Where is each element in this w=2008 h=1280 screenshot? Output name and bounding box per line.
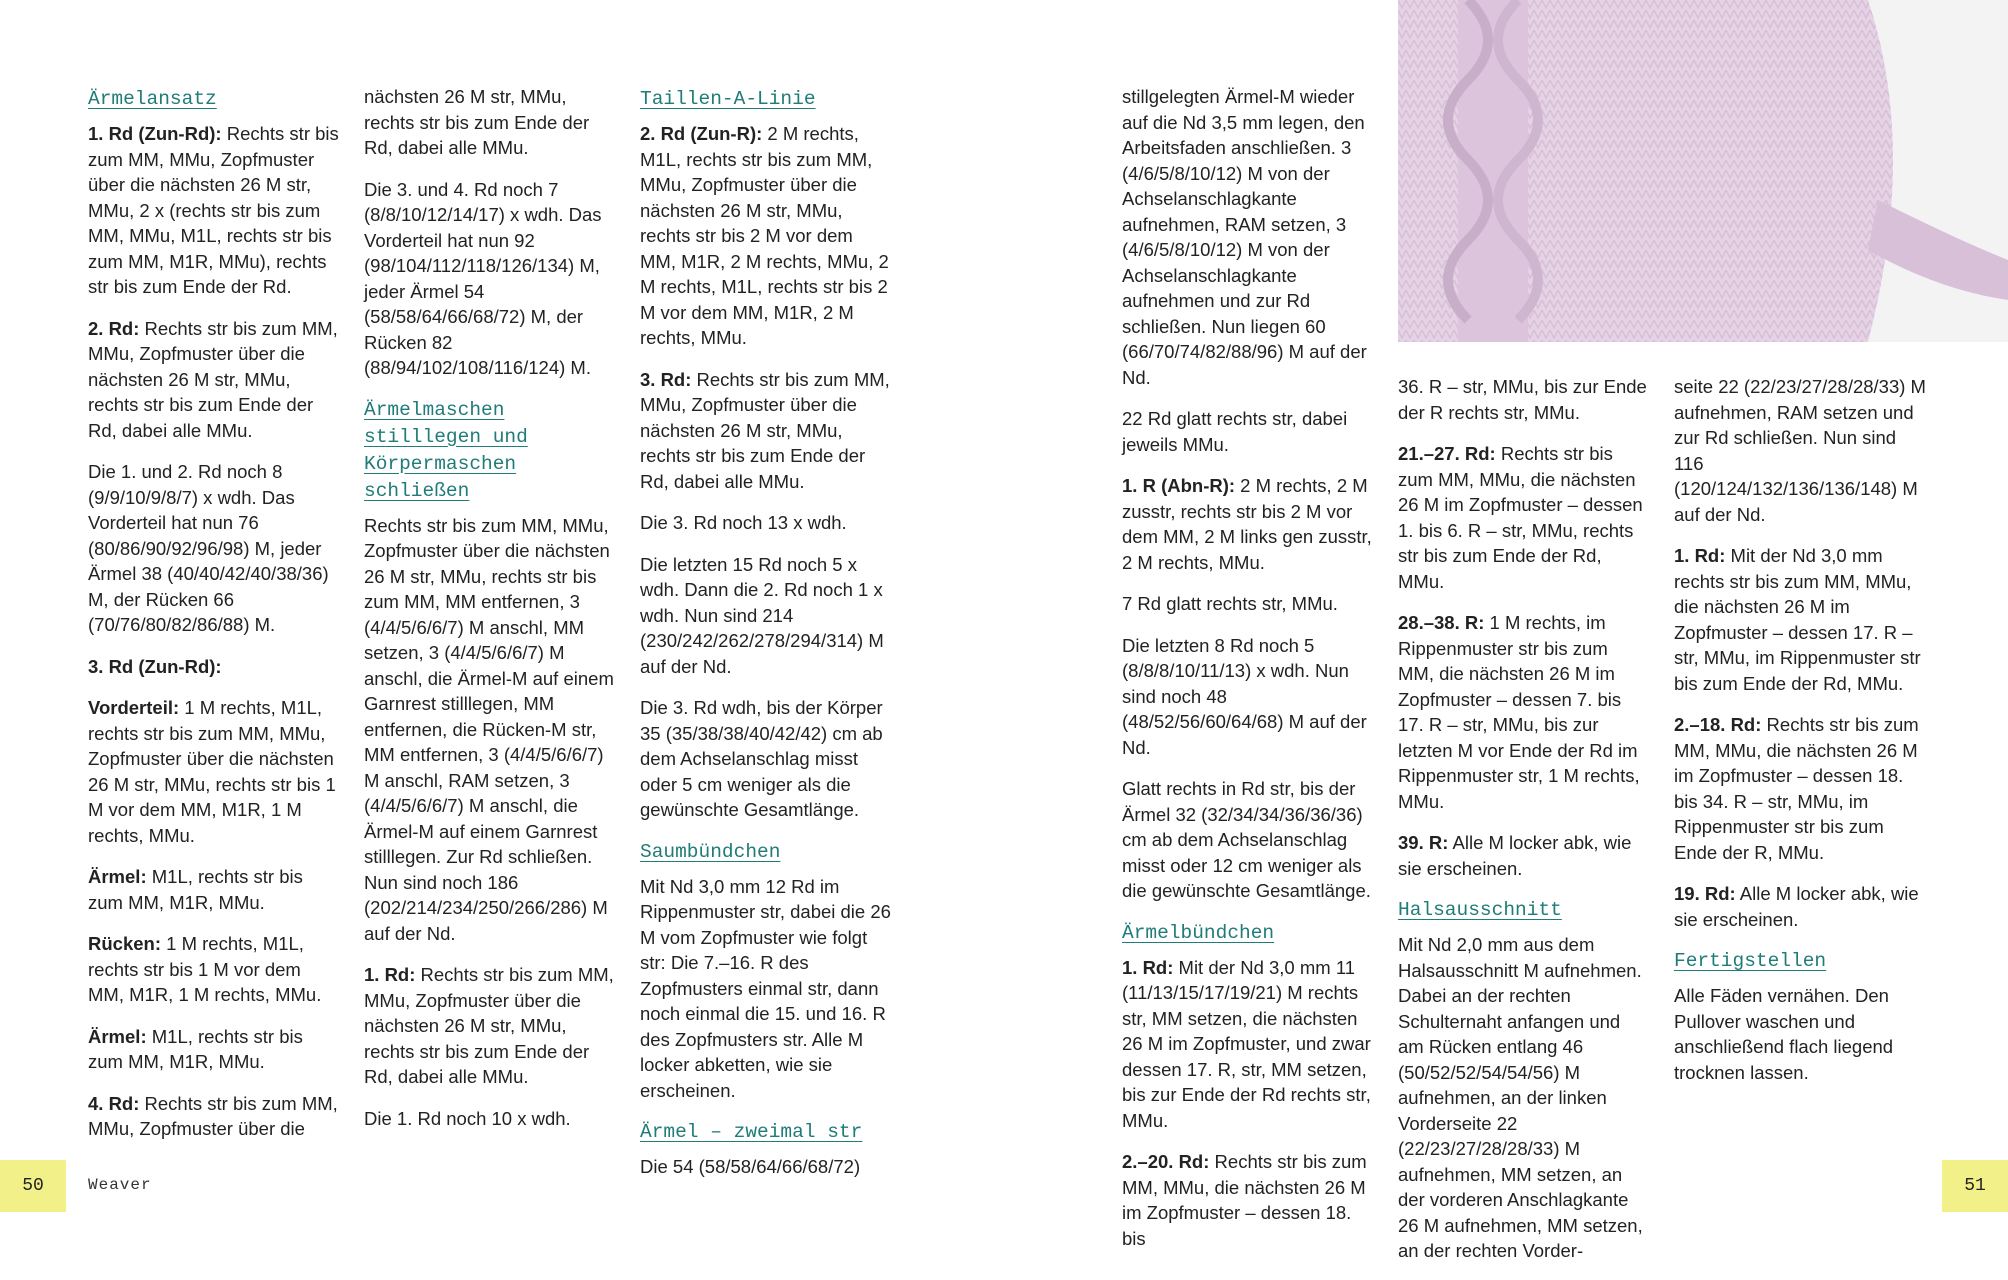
instruction-paragraph xyxy=(1398,610,1648,814)
instruction-paragraph xyxy=(1674,543,1930,696)
step-label: Vorderteil: xyxy=(88,697,180,718)
section-heading: Halsausschnitt xyxy=(1398,899,1562,921)
step-label: 1. Rd: xyxy=(1674,545,1726,566)
step-label: Ärmel: xyxy=(88,866,147,887)
step-label: 28.–38. R: xyxy=(1398,612,1485,633)
step-text: stillgelegten Ärmel-M wieder auf die Nd 3,5 mm legen, den Arbeitsfaden anschließen. 3 (4/6/5/8/10/12) M von der Achselanschlagkante aufnehmen, RAM setzen, 3 (4/6/5/8/10/12) M von der Achselanschlagkante aufnehmen und zur Rd schließen. Nun liegen 60 (66/70/74/82/88/96) M auf der Nd. xyxy=(1122,86,1367,388)
instruction-paragraph xyxy=(1122,84,1372,390)
instruction-paragraph xyxy=(88,316,340,444)
step-text: 7 Rd glatt rechts str, MMu. xyxy=(1122,593,1338,614)
instruction-paragraph xyxy=(88,459,340,638)
step-text: M1L, rechts str bis zum MM, M1R, MMu. xyxy=(88,866,303,913)
instruction-paragraph xyxy=(1122,473,1372,575)
step-text: seite 22 (22/23/27/28/28/33) M aufnehmen, RAM setzen und zur Rd schließen. Nun sind 116 (120/124/132/136/136/148) M auf der Nd. xyxy=(1674,376,1926,525)
step-label: 1. Rd: xyxy=(1122,956,1174,978)
step-text: Mit Nd 3,0 mm 12 Rd im Rippenmuster str, dabei die 26 M vom Zopfmuster wie folgt str: Die 7.–16. R des Zopfmusters einmal str, dann noch einmal die 15. und 16. R des Zopfmusters str. Alle M locker abketten, wie sie erscheinen. xyxy=(640,875,891,1101)
instruction-paragraph xyxy=(88,931,340,1008)
instruction-paragraph xyxy=(640,695,892,823)
instruction-paragraph xyxy=(640,1154,892,1180)
step-text: nächsten 26 M str, MMu, rechts str bis zum Ende der Rd, dabei alle MMu. xyxy=(364,86,590,158)
instruction-paragraph xyxy=(1122,591,1372,617)
instruction-paragraph xyxy=(364,1106,616,1132)
step-text: M1L, rechts str bis zum MM, M1R, MMu. xyxy=(88,1025,303,1072)
step-text: Rechts str bis zum MM, MMu, Zopfmuster über die nächsten 26 M str, MMu, rechts str bis zum Ende der Rd, dabei alle MMu. xyxy=(88,317,338,441)
instruction-paragraph xyxy=(1398,932,1648,1264)
step-text: Die 3. Rd wdh, bis der Körper 35 (35/38/38/40/42/42) cm ab dem Achselanschlag misst oder 5 cm weniger als die gewünschte Gesamtlänge. xyxy=(640,697,883,820)
section-heading: Taillen-A-Linie xyxy=(640,88,816,110)
instruction-paragraph xyxy=(640,510,892,536)
instruction-paragraph xyxy=(1122,1149,1372,1251)
step-label: 2. Rd: xyxy=(88,317,140,339)
step-text: Mit der Nd 3,0 mm 11 (11/13/15/17/19/21) M rechts str, MM setzen, die nächsten 26 M im Zopfmuster, und zwar dessen 17. R, str, MM setzen, bis zur Ende der Rd rechts str, MMu. xyxy=(1122,956,1371,1131)
step-text: Rechts str bis zum MM, MMu, die nächsten 26 M im Zopfmuster – dessen 18. bis xyxy=(1122,1151,1367,1249)
step-label: 3. Rd: xyxy=(640,368,692,390)
instruction-paragraph xyxy=(640,552,892,680)
step-label: Rücken: xyxy=(88,933,161,954)
step-text: Die 3. Rd noch 13 x wdh. xyxy=(640,512,847,533)
instruction-paragraph xyxy=(640,367,892,495)
step-text: Die 54 (58/58/64/66/68/72) xyxy=(640,1156,861,1177)
step-text: Rechts str bis zum MM, MMu, die nächsten 26 M im Zopfmuster – dessen 18. bis 34. R – str, MMu, im Rippenmuster str bis zum Ende der R, MMu. xyxy=(1674,714,1919,863)
instruction-paragraph xyxy=(364,513,616,947)
instruction-paragraph xyxy=(1674,983,1930,1085)
instruction-paragraph xyxy=(640,121,892,351)
instruction-paragraph xyxy=(1674,374,1930,527)
step-text: 2 M rechts, M1L, rechts str bis zum MM, MMu, Zopfmuster über die nächsten 26 M str, MMu, rechts str bis 2 M vor dem MM, M1R, 2 M rechts, MMu, 2 M rechts, M1L, rechts str bis 2 M vor dem MM, M1R, 2 M rechts, MMu. xyxy=(640,123,889,348)
sweater-image xyxy=(1398,0,2008,342)
step-label: 2. Rd (Zun-R): xyxy=(640,123,763,144)
instruction-paragraph xyxy=(88,654,340,680)
instruction-paragraph xyxy=(88,1091,340,1142)
step-label: 19. Rd: xyxy=(1674,883,1736,904)
step-label: 3. Rd (Zun-Rd): xyxy=(88,655,222,677)
instruction-paragraph xyxy=(1674,881,1930,932)
text-column-5 xyxy=(1398,374,1648,1280)
step-text: 1 M rechts, M1L, rechts str bis zum MM, MMu, Zopfmuster über die nächsten 26 M str, MMu, rechts str bis 1 M vor dem MM, M1R, 1 M rechts, MMu. xyxy=(88,697,336,846)
instruction-paragraph xyxy=(88,695,340,848)
step-text: Alle Fäden vernähen. Den Pullover waschen und anschließend flach liegend trocknen lassen. xyxy=(1674,985,1894,1083)
text-column-6 xyxy=(1674,374,1930,1101)
step-label: 4. Rd: xyxy=(88,1092,140,1114)
step-label: 2.–18. Rd: xyxy=(1674,714,1762,735)
running-title: Weaver xyxy=(88,1176,152,1194)
instruction-paragraph xyxy=(1122,406,1372,457)
section-heading: Ärmelbündchen xyxy=(1122,921,1275,944)
instruction-paragraph xyxy=(1398,441,1648,594)
instruction-paragraph xyxy=(1398,830,1648,881)
instruction-paragraph xyxy=(640,874,892,1104)
step-text: Rechts str bis zum MM, MMu, Zopfmuster über die xyxy=(88,1092,338,1139)
section-heading: Ärmelmaschen stilllegen und Körpermaschen schließen xyxy=(364,398,528,502)
instruction-paragraph xyxy=(88,121,340,300)
step-text: Rechts str bis zum MM, MMu, Zopfmuster über die nächsten 26 M str, MMu, 2 x (rechts str bis zum MM, MMu, M1L, rechts str bis zum MM, M1R, MMu), rechts str bis zum Ende der Rd. xyxy=(88,123,339,297)
section-heading: Ärmel – zweimal str xyxy=(640,1121,863,1143)
instruction-paragraph xyxy=(1122,776,1372,904)
step-text: Rechts str bis zum MM, MMu, Zopfmuster über die nächsten 26 M str, MMu, rechts str bis zum Ende der Rd, dabei alle MMu. xyxy=(364,964,614,1087)
section-heading: Saumbündchen xyxy=(640,840,781,863)
instruction-paragraph xyxy=(364,84,616,161)
section-heading: Fertigstellen xyxy=(1674,950,1827,972)
step-label: 2.–20. Rd: xyxy=(1122,1151,1210,1172)
step-label: 1. Rd: xyxy=(364,964,416,985)
step-text: 22 Rd glatt rechts str, dabei jeweils MMu. xyxy=(1122,408,1348,455)
step-text: Rechts str bis zum MM, MMu, die nächsten 26 M im Zopfmuster – dessen 1. bis 6. R – str, MMu, rechts str bis zum Ende der Rd, MMu. xyxy=(1398,443,1643,592)
step-label: Ärmel: xyxy=(88,1025,147,1047)
step-label: 39. R: xyxy=(1398,832,1449,853)
step-text: Alle M locker abk, wie sie erscheinen. xyxy=(1398,832,1632,879)
step-text: Rechts str bis zum MM, MMu, Zopfmuster über die nächsten 26 M str, MMu, rechts str bis zum MM, MM entfernen, 3 (4/4/5/6/6/7) M anschl, MM setzen, 3 (4/4/5/6/6/7) M anschl, die Ärmel-M auf einem Garnrest stilllegen, MM entfernen, die Rücken-M str, MM entfernen, 3 (4/4/5/6/6/7) M anschl, RAM setzen, 3 (4/4/5/6/6/7) M anschl, die Ärmel-M auf einem Garnrest stilllegen. Zur Rd schließen. Nun sind noch 186 (202/214/234/250/266/286) M auf der Nd. xyxy=(364,514,614,944)
photo-sweater xyxy=(1398,0,2008,342)
text-column-4 xyxy=(1122,84,1372,1267)
step-text: Mit Nd 2,0 mm aus dem Halsausschnitt M aufnehmen. Dabei an der rechten Schulternaht anfangen und am Rücken entlang 46 (50/52/52/54/54/56) M aufnehmen, an der linken Vorderseite 22 (22/23/27/28/28/33) M aufnehmen, MM setzen, an der vorderen Anschlagkante 26 M aufnehmen, MM setzen, an der rechten Vorder- xyxy=(1398,934,1643,1261)
instruction-paragraph xyxy=(88,864,340,915)
step-text: 36. R – str, MMu, bis zur Ende der R rechts str, MMu. xyxy=(1398,376,1647,423)
step-text: Die letzten 15 Rd noch 5 x wdh. Dann die 2. Rd noch 1 x wdh. Nun sind 214 (230/242/262/278/294/314) M auf der Nd. xyxy=(640,553,884,677)
step-text: Rechts str bis zum MM, MMu, Zopfmuster über die nächsten 26 M str, MMu, rechts str bis zum Ende der Rd, dabei alle MMu. xyxy=(640,368,890,492)
step-label: 21.–27. Rd: xyxy=(1398,443,1496,464)
text-column-2 xyxy=(364,84,616,1147)
instruction-paragraph xyxy=(364,962,616,1090)
instruction-paragraph xyxy=(1122,955,1372,1134)
step-text: Die 3. und 4. Rd noch 7 (8/8/10/12/14/17) x wdh. Das Vorderteil hat nun 92 (98/104/112/118/126/134) M, jeder Ärmel 54 (58/58/64/66/68/72) M, der Rücken 82 (88/94/102/108/116/124) M. xyxy=(364,178,602,378)
step-text: Die letzten 8 Rd noch 5 (8/8/8/10/11/13) x wdh. Nun sind noch 48 (48/52/56/60/64/68) M auf der Nd. xyxy=(1122,634,1367,758)
page-number-right: 51 xyxy=(1942,1160,2008,1212)
step-text: Glatt rechts in Rd str, bis der Ärmel 32 (32/34/34/36/36/36) cm ab dem Achselanschlag misst oder 12 cm weniger als die gewünschte Gesamtlänge. xyxy=(1122,778,1371,901)
text-column-1 xyxy=(88,86,340,1158)
step-text: Mit der Nd 3,0 mm rechts str bis zum MM, MMu, die nächsten 26 M im Zopfmuster – dessen 17. R – str, MMu, im Rippenmuster str bis zum Ende der Rd, MMu. xyxy=(1674,545,1921,694)
step-label: 1. Rd (Zun-Rd): xyxy=(88,123,222,144)
instruction-paragraph xyxy=(1398,374,1648,425)
step-label: 1. R (Abn-R): xyxy=(1122,475,1236,496)
text-column-3 xyxy=(640,86,892,1196)
step-text: 1 M rechts, M1L, rechts str bis 1 M vor dem MM, M1R, 1 M rechts, MMu. xyxy=(88,933,322,1005)
step-text: Die 1. und 2. Rd noch 8 (9/9/10/9/8/7) x wdh. Das Vorderteil hat nun 76 (80/86/90/92/96/98) M, jeder Ärmel 38 (40/40/42/40/38/36) M, der Rücken 66 (70/76/80/82/86/88) M. xyxy=(88,461,329,635)
page-number-left: 50 xyxy=(0,1160,66,1212)
instruction-paragraph xyxy=(88,1024,340,1075)
step-text: Die 1. Rd noch 10 x wdh. xyxy=(364,1107,571,1129)
instruction-paragraph xyxy=(364,177,616,381)
section-heading: Ärmelansatz xyxy=(88,88,217,110)
step-text: Alle M locker abk, wie sie erscheinen. xyxy=(1674,883,1919,930)
step-text: 1 M rechts, im Rippenmuster str bis zum MM, die nächsten 26 M im Zopfmuster – dessen 7. bis 17. R – str, MMu, bis zur letzten M vor Ende der Rd im Rippenmuster str, 1 M rechts, MMu. xyxy=(1398,612,1640,812)
step-text: 2 M rechts, 2 M zusstr, rechts str bis 2 M vor dem MM, 2 M links gen zusstr, 2 M rechts, MMu. xyxy=(1122,475,1372,573)
instruction-paragraph xyxy=(1674,712,1930,865)
instruction-paragraph xyxy=(1122,633,1372,761)
